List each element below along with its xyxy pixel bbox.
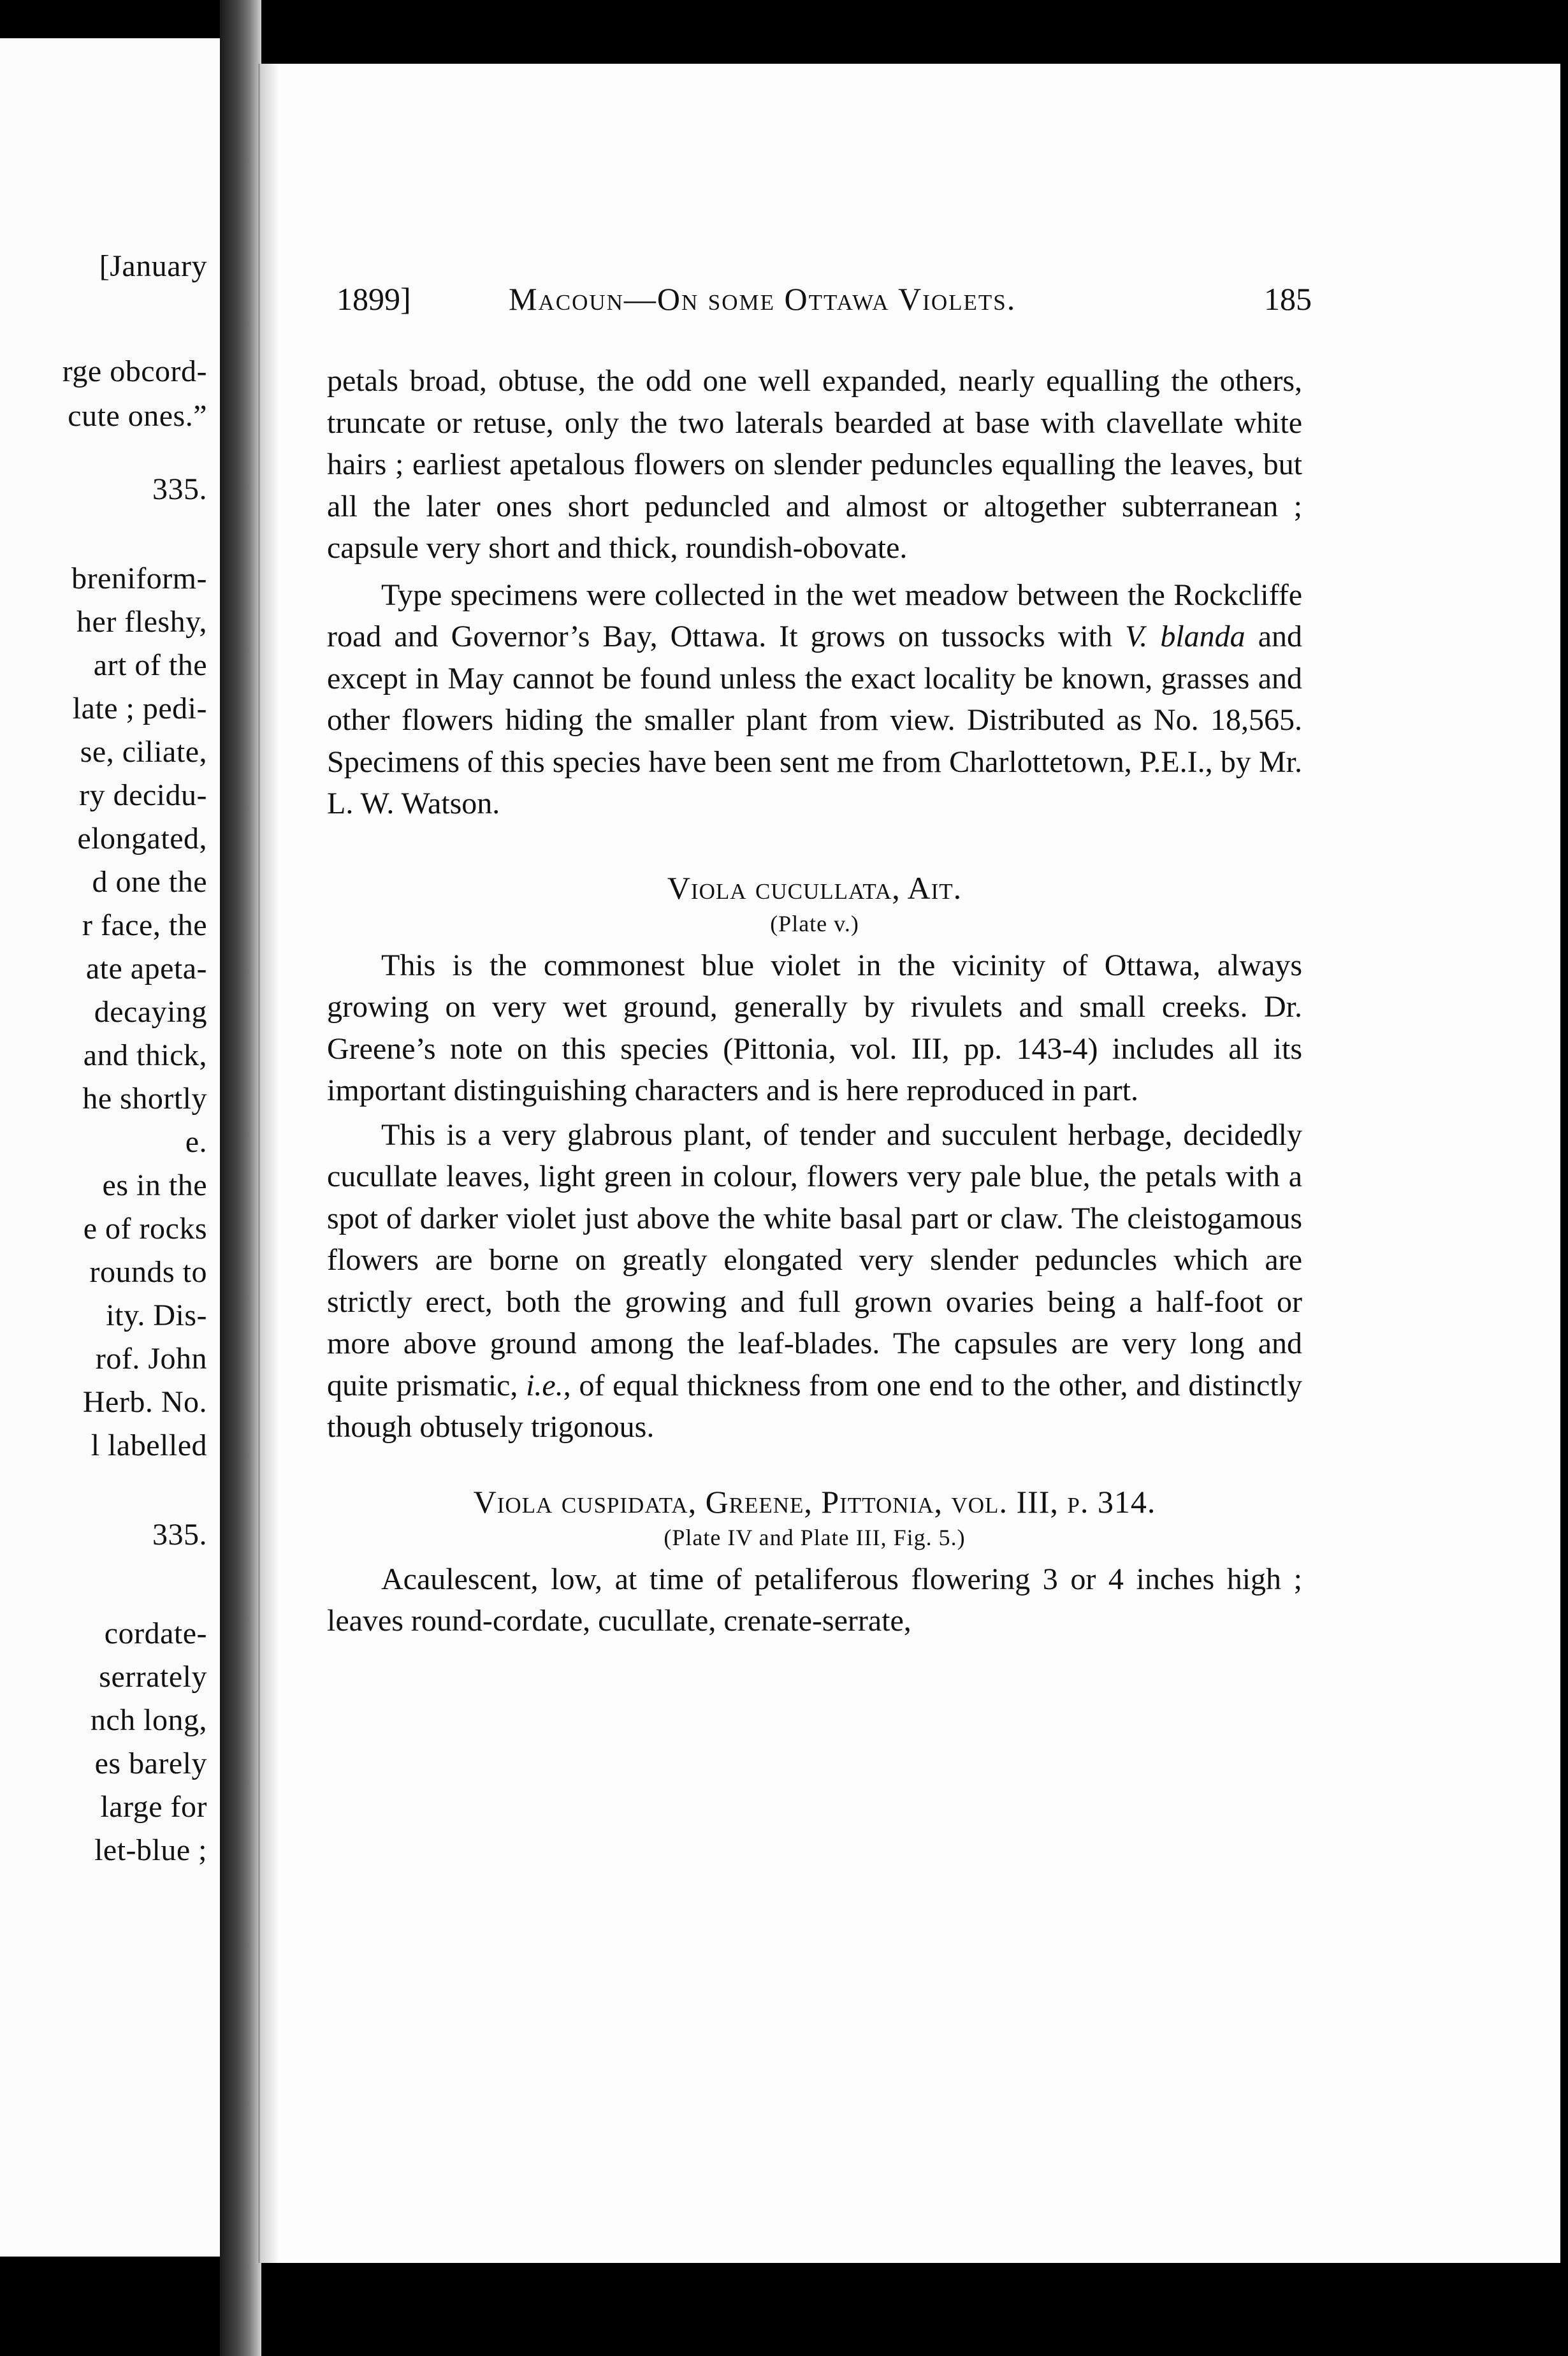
species-name: V. blanda xyxy=(1125,620,1245,653)
left-page-line: r face, the xyxy=(82,908,207,942)
paragraph-text: , of equal thickness from one end to the other, and distinctly though obtusely trigonous. xyxy=(327,1368,1302,1444)
paragraph-text: Type specimens were collected in the wet meadow between the Rockcliffe road and Governor’s Bay, Ottawa. It grows on tussocks with xyxy=(327,578,1302,653)
left-page-line: nch long, xyxy=(90,1703,207,1737)
left-page-line: he shortly xyxy=(82,1082,207,1116)
section-heading-viola-cucullata: Viola cucullata, Ait. xyxy=(667,869,962,906)
page-185 xyxy=(258,64,1560,2263)
paragraph-commonest-violet: This is the commonest blue violet in the vicinity of Ottawa, always growing on very wet ground, generally by rivulets and small creeks. Dr. Greene’s note on this species (Pittonia, vol. III, pp. 143-4) includes all its important distinguishing characters and is here reproduced in part. xyxy=(327,948,1302,1107)
left-page-line: large for xyxy=(100,1790,207,1824)
header-year: 1899] xyxy=(337,281,411,317)
running-header xyxy=(337,280,1312,331)
left-page-line: 335. xyxy=(152,1518,207,1552)
left-page-line: rof. John xyxy=(95,1342,207,1376)
paragraph-text: This is a very glabrous plant, of tender and succulent herbage, decidedly cucullate leaves, light green in colour, flowers very pale blue, the petals with a spot of darker violet just above the white basal part or claw. The cleistogamous flowers are borne on greatly elongated very slender peduncles which are strictly erect, both the growing and full grown ovaries being a half-foot or more above ground among the leaf-blades. The capsules are very long and quite prismatic, xyxy=(327,1117,1302,1402)
paragraph-acaulescent: Acaulescent, low, at time of petaliferous flowering 3 or 4 inches high ; leaves round-cordate, cucullate, crenate-serrate, xyxy=(327,1562,1302,1638)
left-page-line: breniform- xyxy=(71,562,207,595)
previous-page-fragment xyxy=(0,38,220,2257)
left-page-line: late ; pedi- xyxy=(72,692,207,725)
left-page-line: se, ciliate, xyxy=(80,735,207,769)
header-title: Macoun—On some Ottawa Violets. xyxy=(509,281,1017,317)
paragraph-text: and except in May cannot be found unless the exact locality be known, grasses and other flowers hiding the smaller plant from view. Distributed as No. 18,565. Specimens of this species have been sent me from Charlottetown, P.E.I., by Mr. L. W. Watson. xyxy=(327,620,1303,820)
left-page-line: decaying xyxy=(94,995,207,1029)
left-page-line: [January xyxy=(99,249,207,283)
left-page-line: l labelled xyxy=(91,1429,207,1462)
left-page-line: es barely xyxy=(94,1747,207,1780)
left-page-line: let-blue ; xyxy=(94,1833,207,1867)
paragraph-type-specimens xyxy=(327,574,1302,825)
left-page-line: 335. xyxy=(152,472,207,506)
paragraph-continued: petals broad, obtuse, the odd one well expanded, nearly equalling the others, truncate or retuse, only the two laterals bearded at base with clavellate white hairs ; earliest apetalous flowers on slender peduncles equalling the leaves, but all the later ones short peduncled and almost or altogether subterranean ; capsule very short and thick, roundish-obovate. xyxy=(327,364,1302,565)
left-page-line: rounds to xyxy=(89,1255,207,1289)
left-page-line: cute ones.” xyxy=(68,399,207,433)
left-page-line: e of rocks xyxy=(83,1212,207,1246)
left-page-line: elongated, xyxy=(77,822,207,855)
left-page-line: Herb. No. xyxy=(82,1385,207,1419)
left-page-line: ate apeta- xyxy=(85,952,207,985)
left-page-line: e. xyxy=(185,1125,207,1159)
book-gutter xyxy=(220,0,261,2356)
left-page-line: es in the xyxy=(102,1168,207,1202)
left-page-line: rge obcord- xyxy=(62,354,207,388)
left-page-line: and thick, xyxy=(83,1038,207,1072)
left-page-line: ity. Dis- xyxy=(106,1298,207,1332)
left-page-line: art of the xyxy=(93,648,207,682)
plate-reference: (Plate IV and Plate III, Fig. 5.) xyxy=(664,1524,966,1550)
plate-reference: (Plate v.) xyxy=(770,910,859,936)
body-text xyxy=(327,360,1302,1642)
left-page-line: ry decidu- xyxy=(79,778,207,812)
abbreviation-italic: i.e. xyxy=(526,1368,563,1402)
paragraph-glabrous-plant xyxy=(327,1114,1302,1448)
section-heading-viola-cuspidata: Viola cuspidata, Greene, Pittonia, vol. III, p. 314. xyxy=(473,1483,1156,1520)
left-page-line: d one the xyxy=(92,865,207,899)
page-number: 185 xyxy=(1264,281,1312,317)
left-page-line: serrately xyxy=(99,1660,207,1694)
left-page-line: cordate- xyxy=(104,1617,207,1650)
left-page-line: her fleshy, xyxy=(76,605,207,639)
